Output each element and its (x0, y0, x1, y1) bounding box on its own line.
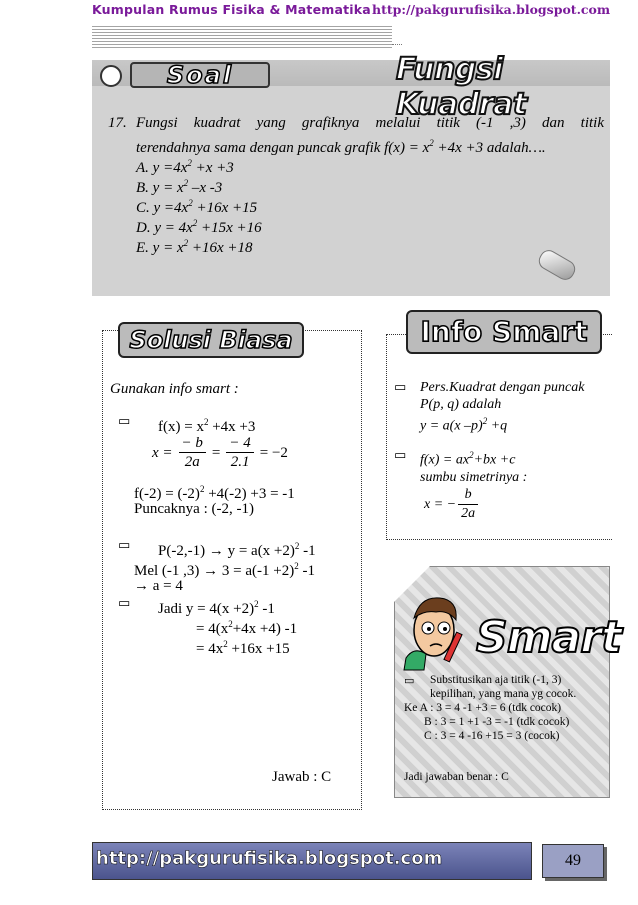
solusi-expand-line: = $4(x^2+4x +4)$ -1 (196, 619, 298, 637)
option-e: E. $y = x^2 +16x +18$ (136, 238, 253, 256)
solusi-jadi-line: Jadi $y = 4(x +2)^2$ -1 (158, 599, 275, 617)
bullet-icon: ▭ (394, 448, 407, 463)
bullet-icon: ▭ (118, 596, 131, 611)
question-line-1: Fungsi kuadrat yang grafiknya melalui titik (-1 ,3) dan titik (136, 115, 604, 131)
smart-line-3: Ke A : 3 = 4 -1 +3 = 6 (tdk cocok) (404, 702, 562, 714)
smart-line-2: kepilihan, yang mana yg cocok. (430, 688, 577, 700)
bullet-icon: ▭ (118, 538, 131, 553)
decorative-dot-line (392, 44, 402, 47)
footer-url-link[interactable]: http://pakgurufisika.blogspot.com (96, 848, 443, 869)
bullet-icon: ▭ (118, 414, 131, 429)
info-box (386, 334, 612, 540)
page-number: 49 (542, 844, 604, 878)
question-number: 17. (108, 115, 127, 131)
solusi-p-line: $P(-2,-1) \to y = a(x +2)^2$ -1 (158, 541, 316, 559)
smart-line-1: Substitusikan aja titik (-1, 3) (430, 674, 562, 686)
info-item-2: $f(x) = ax^2+bx +c$ sumbu simetrinya : (420, 450, 528, 485)
option-c: C. $y =4x^2 +16x +15$ (136, 198, 258, 216)
solusi-jawab: Jawab : C (272, 769, 332, 785)
solusi-label: Solusi Biasa (118, 322, 304, 358)
header-title: Kumpulan Rumus Fisika & Matematika (92, 2, 371, 17)
question-line-2: terendahnya sama dengan puncak grafik $f(x) = x^2 +4x +3$ adalah…. (136, 138, 546, 156)
info-symmetry-formula: x = − $\frac{b}{2a}$ (424, 486, 478, 523)
circle-icon (100, 65, 122, 87)
solusi-f-minus-2: $f(-2) = (-2)^2 +4(-2) +3 = -1$ (134, 484, 295, 502)
solusi-puncak: Puncaknya : (-2, -1) (134, 501, 254, 517)
info-item-1: Pers.Kuadrat dengan puncak P(p, q) adalah y = a(x –p)$^2$ +q (420, 380, 585, 434)
solusi-result-line: = $4x^2 +16x +15$ (196, 639, 290, 657)
solusi-x-formula: x = $\frac{- b}{2a}$ = $\frac{- 4}{2.1}$ = −2 (152, 435, 288, 470)
bullet-icon: ▭ (404, 674, 415, 687)
page-title: Fungsi Kuadrat (396, 52, 527, 122)
decorative-dots (92, 26, 392, 48)
solusi-mel-line: Mel (-1 $,3) \to 3 = a(-1 +2)^2$ -1 (134, 561, 315, 579)
bullet-icon: ▭ (394, 380, 407, 395)
smart-line-6: Jadi jawaban benar : C (404, 771, 509, 783)
info-label: Info Smart (406, 310, 602, 354)
option-d: D. $y = 4x^2 +15x +16$ (136, 218, 262, 236)
solusi-intro: Gunakan info smart : (110, 381, 239, 397)
solusi-fx: $f(x) = x^2 +4x +3$ (158, 417, 256, 435)
thinking-man-icon (400, 588, 476, 672)
option-b: B. $y = x^2$ –x -3 (136, 178, 223, 196)
header-url-link[interactable]: http://pakgurufisika.blogspot.com (372, 2, 611, 17)
soal-label: Soal (130, 62, 270, 88)
solusi-a-value: → a = 4 (134, 578, 183, 594)
smart-line-4: B : 3 = 1 +1 -3 = -1 (tdk cocok) (424, 716, 570, 728)
smart-title: Smart (476, 612, 621, 663)
smart-line-5: C : 3 = 4 -16 +15 = 3 (cocok) (424, 730, 560, 742)
option-a: A. $y =4x^2 +x +3$ (136, 158, 234, 176)
